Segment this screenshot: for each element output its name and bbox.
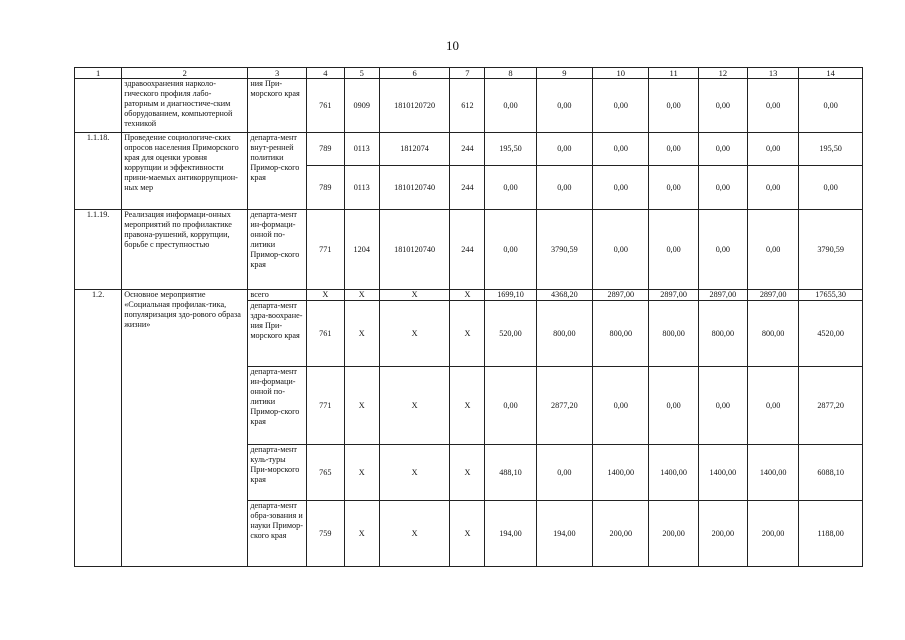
value-cell: 3790,59 xyxy=(536,210,592,290)
header-cell: 5 xyxy=(344,68,379,79)
code-cell: X xyxy=(379,367,450,445)
dept-cell: департа-мент здра-воохране-ния При-морского края xyxy=(248,301,306,367)
value-cell: 0,00 xyxy=(593,367,649,445)
value-cell: 195,50 xyxy=(799,133,863,166)
value-cell: 0,00 xyxy=(593,79,649,133)
header-cell: 11 xyxy=(649,68,698,79)
code-cell: X xyxy=(450,501,485,567)
value-cell: 0,00 xyxy=(698,210,747,290)
code-cell: X xyxy=(344,367,379,445)
value-cell: 0,00 xyxy=(747,133,798,166)
value-cell: 0,00 xyxy=(536,79,592,133)
code-cell: 789 xyxy=(306,133,344,166)
value-cell: 800,00 xyxy=(747,301,798,367)
code-cell: 761 xyxy=(306,301,344,367)
code-cell: 0909 xyxy=(344,79,379,133)
value-cell: 1400,00 xyxy=(593,445,649,501)
row-name: Реализация информаци-онных мероприятий по профилактике правона-рушений, коррупции, борьбе с преступностью xyxy=(122,210,248,290)
header-cell: 14 xyxy=(799,68,863,79)
value-cell: 0,00 xyxy=(536,166,592,210)
row-id xyxy=(75,79,122,133)
budget-table xyxy=(74,67,863,567)
code-cell: X xyxy=(450,301,485,367)
value-cell: 800,00 xyxy=(698,301,747,367)
code-cell: X xyxy=(379,301,450,367)
row-id: 1.1.18. xyxy=(75,133,122,210)
code-cell: 1810120740 xyxy=(379,166,450,210)
value-cell: 2897,00 xyxy=(747,290,798,301)
table-row xyxy=(75,210,863,290)
code-cell: 771 xyxy=(306,367,344,445)
code-cell: X xyxy=(344,501,379,567)
dept-cell: департа-мент обра-зования и науки Примор-ского края xyxy=(248,501,306,567)
value-cell: 3790,59 xyxy=(799,210,863,290)
header-cell: 13 xyxy=(747,68,798,79)
value-cell: 0,00 xyxy=(747,210,798,290)
code-cell: 0113 xyxy=(344,133,379,166)
value-cell: 0,00 xyxy=(593,210,649,290)
code-cell: X xyxy=(306,290,344,301)
page-number: 10 xyxy=(446,38,459,53)
row-name: здравоохранения нарколо-гического профиля лабо-раторным и диагностиче-ским оборудованием, компьютерной техникой xyxy=(122,79,248,133)
value-cell: 0,00 xyxy=(485,166,536,210)
value-cell: 0,00 xyxy=(485,210,536,290)
value-cell: 2897,00 xyxy=(593,290,649,301)
value-cell: 0,00 xyxy=(698,166,747,210)
header-cell: 2 xyxy=(122,68,248,79)
code-cell: 765 xyxy=(306,445,344,501)
value-cell: 800,00 xyxy=(649,301,698,367)
header-cell: 9 xyxy=(536,68,592,79)
value-cell: 0,00 xyxy=(698,367,747,445)
code-cell: 1810120720 xyxy=(379,79,450,133)
value-cell: 0,00 xyxy=(698,133,747,166)
value-cell: 200,00 xyxy=(649,501,698,567)
code-cell: 1810120740 xyxy=(379,210,450,290)
value-cell: 2877,20 xyxy=(536,367,592,445)
dept-cell: департа-мент внут-ренней политики Примор-ского края xyxy=(248,133,306,210)
header-cell: 8 xyxy=(485,68,536,79)
code-cell: 0113 xyxy=(344,166,379,210)
code-cell: X xyxy=(379,501,450,567)
value-cell: 1188,00 xyxy=(799,501,863,567)
header-cell: 10 xyxy=(593,68,649,79)
header-cell: 7 xyxy=(450,68,485,79)
dept-cell: департа-мент ин-формаци-онной по-литики Примор-ского края xyxy=(248,367,306,445)
value-cell: 1699,10 xyxy=(485,290,536,301)
value-cell: 0,00 xyxy=(799,79,863,133)
value-cell: 0,00 xyxy=(698,79,747,133)
value-cell: 1400,00 xyxy=(698,445,747,501)
row-id: 1.1.19. xyxy=(75,210,122,290)
code-cell: X xyxy=(344,445,379,501)
code-cell: X xyxy=(450,445,485,501)
header-row xyxy=(75,68,863,79)
value-cell: 0,00 xyxy=(747,79,798,133)
value-cell: 1400,00 xyxy=(649,445,698,501)
header-cell: 3 xyxy=(248,68,306,79)
value-cell: 0,00 xyxy=(485,367,536,445)
code-cell: 244 xyxy=(450,166,485,210)
value-cell: 4520,00 xyxy=(799,301,863,367)
code-cell: 789 xyxy=(306,166,344,210)
value-cell: 1400,00 xyxy=(747,445,798,501)
code-cell: 1812074 xyxy=(379,133,450,166)
code-cell: 771 xyxy=(306,210,344,290)
value-cell: 488,10 xyxy=(485,445,536,501)
row-name: Проведение социологиче-ских опросов населения Приморского края для оценки уровня коррупции и эффективности прини-маемых антикоррупцион-ных мер xyxy=(122,133,248,210)
value-cell: 0,00 xyxy=(593,133,649,166)
value-cell: 0,00 xyxy=(485,79,536,133)
code-cell: X xyxy=(450,367,485,445)
dept-cell: всего xyxy=(248,290,306,301)
code-cell: X xyxy=(379,290,450,301)
code-cell: 612 xyxy=(450,79,485,133)
value-cell: 0,00 xyxy=(649,79,698,133)
value-cell: 17655,30 xyxy=(799,290,863,301)
dept-cell: ния При-морского края xyxy=(248,79,306,133)
header-cell: 6 xyxy=(379,68,450,79)
code-cell: 244 xyxy=(450,210,485,290)
value-cell: 4368,20 xyxy=(536,290,592,301)
value-cell: 2877,20 xyxy=(799,367,863,445)
value-cell: 194,00 xyxy=(536,501,592,567)
value-cell: 0,00 xyxy=(649,166,698,210)
code-cell: 759 xyxy=(306,501,344,567)
table-row xyxy=(75,133,863,166)
code-cell: X xyxy=(344,301,379,367)
value-cell: 200,00 xyxy=(593,501,649,567)
value-cell: 0,00 xyxy=(649,210,698,290)
code-cell: 1204 xyxy=(344,210,379,290)
value-cell: 6088,10 xyxy=(799,445,863,501)
value-cell: 195,50 xyxy=(485,133,536,166)
value-cell: 0,00 xyxy=(747,166,798,210)
header-cell: 4 xyxy=(306,68,344,79)
value-cell: 194,00 xyxy=(485,501,536,567)
value-cell: 0,00 xyxy=(536,133,592,166)
value-cell: 200,00 xyxy=(698,501,747,567)
header-cell: 1 xyxy=(75,68,122,79)
value-cell: 520,00 xyxy=(485,301,536,367)
value-cell: 2897,00 xyxy=(649,290,698,301)
row-id: 1.2. xyxy=(75,290,122,567)
code-cell: 761 xyxy=(306,79,344,133)
value-cell: 0,00 xyxy=(649,133,698,166)
value-cell: 0,00 xyxy=(649,367,698,445)
value-cell: 0,00 xyxy=(747,367,798,445)
header-cell: 12 xyxy=(698,68,747,79)
code-cell: X xyxy=(450,290,485,301)
value-cell: 800,00 xyxy=(593,301,649,367)
table-row xyxy=(75,79,863,133)
dept-cell: департа-мент ин-формаци-онной по-литики Примор-ского края xyxy=(248,210,306,290)
value-cell: 2897,00 xyxy=(698,290,747,301)
value-cell: 0,00 xyxy=(593,166,649,210)
code-cell: 244 xyxy=(450,133,485,166)
value-cell: 0,00 xyxy=(799,166,863,210)
code-cell: X xyxy=(379,445,450,501)
table-row xyxy=(75,290,863,301)
row-name: Основное мероприятие «Социальная профилак-тика, популяризация здо-рового образа жизни» xyxy=(122,290,248,567)
dept-cell: департа-мент куль-туры При-морского края xyxy=(248,445,306,501)
value-cell: 200,00 xyxy=(747,501,798,567)
value-cell: 0,00 xyxy=(536,445,592,501)
code-cell: X xyxy=(344,290,379,301)
value-cell: 800,00 xyxy=(536,301,592,367)
